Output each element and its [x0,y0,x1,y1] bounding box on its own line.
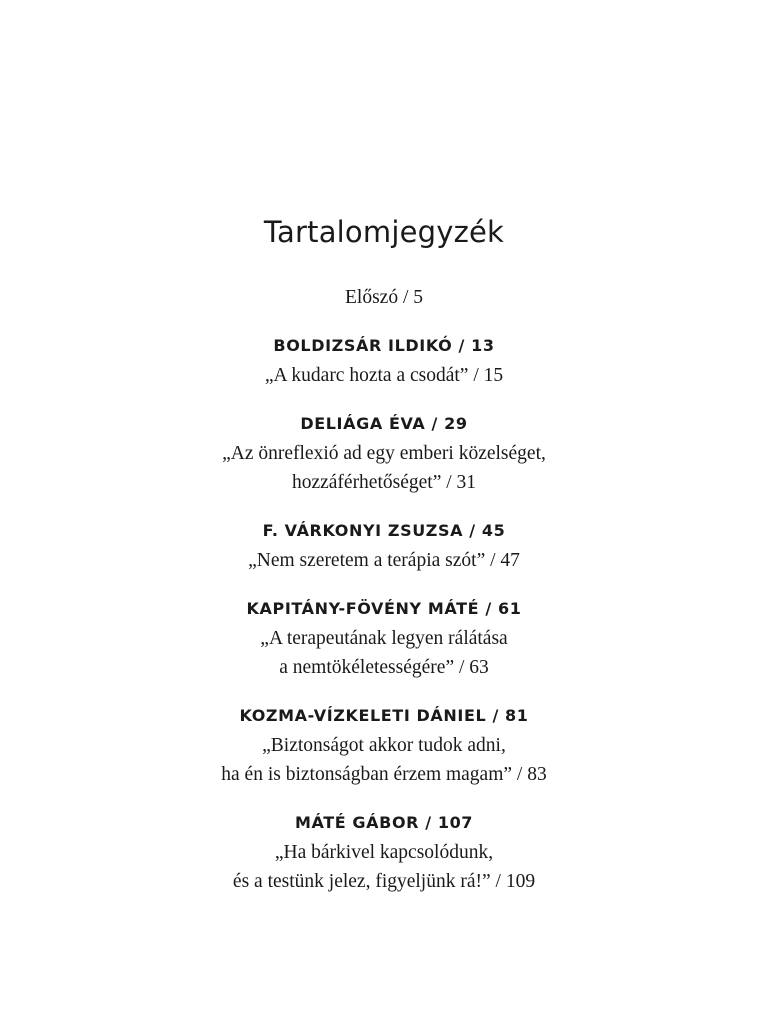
toc-entry [0,334,768,390]
toc-author: BOLDIZSÁR ILDIKÓ / 13 [273,336,495,355]
toc-chapter-line: „A kudarc hozta a csodát” / 15 [264,365,504,386]
toc-chapter-line: „A terapeutának legyen rálátása [260,628,508,649]
toc-chapter-line: ha én is biztonságban érzem magam” / 83 [221,764,547,785]
toc-chapter-line: „Biztonságot akkor tudok adni, [262,735,506,756]
toc-entry [0,519,768,575]
toc-entry [0,597,768,682]
toc-entry [0,811,768,896]
toc-entry [0,704,768,789]
table-of-contents [0,283,768,896]
toc-chapter-line: „Az önreflexió ad egy emberi közelséget, [222,443,546,464]
toc-author: DELIÁGA ÉVA / 29 [300,414,468,433]
toc-preface: Előszó / 5 [345,287,423,308]
toc-author: MÁTÉ GÁBOR / 107 [294,813,474,832]
toc-author: KAPITÁNY-FÖVÉNY MÁTÉ / 61 [246,599,522,618]
toc-author: F. VÁRKONYI ZSUZSA / 45 [262,521,506,540]
toc-chapter-line: „Ha bárkivel kapcsolódunk, [274,842,494,863]
toc-chapter-line: és a testünk jelez, figyeljünk rá!” / 109 [232,871,536,892]
page-title: Tartalomjegyzék [263,215,505,250]
toc-entry [0,412,768,497]
toc-chapter-line: „Nem szeretem a terápia szót” / 47 [248,550,520,571]
toc-chapter-line: hozzáférhetőséget” / 31 [291,472,477,493]
toc-chapter-line: a nemtökéletességére” / 63 [279,657,489,678]
toc-author: KOZMA-VÍZKELETI DÁNIEL / 81 [239,706,529,725]
